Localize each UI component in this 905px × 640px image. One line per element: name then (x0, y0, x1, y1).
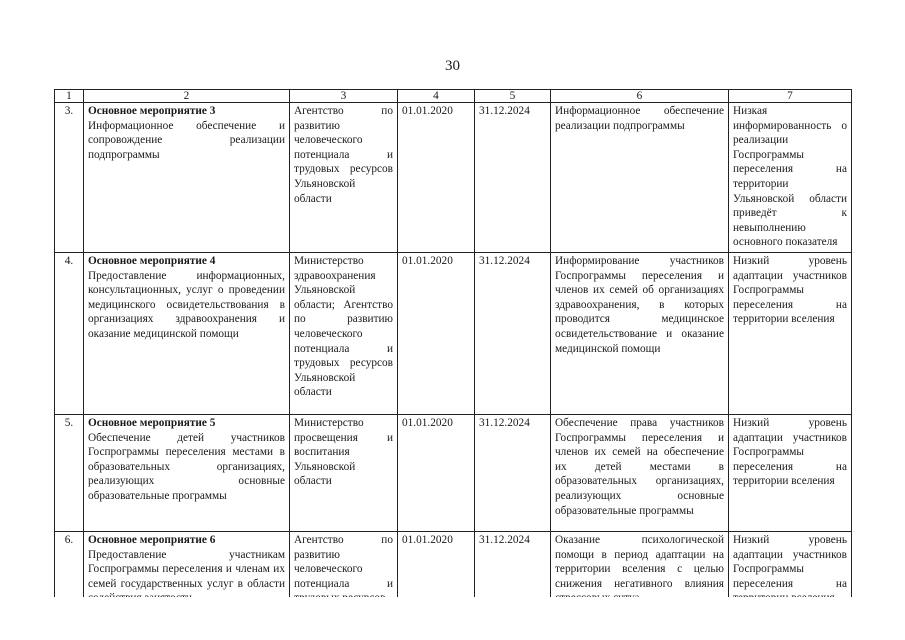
column-header: 2 (84, 90, 290, 103)
activity-cell (84, 414, 290, 531)
column-header: 7 (729, 90, 852, 103)
row-number: 6. (55, 531, 84, 608)
result-cell: Обеспечение права участников Госпрограммы переселения и членов их семей на обеспечение их детей местами в образовательных организациях, реализующих основные образовательные программы (551, 414, 729, 531)
executor-cell: Агентство по развитию человеческого потенциала и (290, 531, 398, 608)
column-header: 1 (55, 90, 84, 103)
activity-title: Основное мероприятие 5 (88, 416, 216, 429)
column-header: 6 (551, 90, 729, 103)
table-row (55, 252, 852, 414)
start-date-cell: 01.01.2020 (398, 414, 475, 531)
table-row (55, 414, 852, 531)
activity-cell (84, 103, 290, 253)
result-cell: Оказание психологической помощи в период адаптации на территории вселения с целью снижения негативного влияния (551, 531, 729, 608)
activity-cell (84, 252, 290, 414)
activity-description: Информационное обеспечение и сопровождение реализации подпрограммы (88, 119, 285, 161)
end-date-cell: 31.12.2024 (475, 103, 551, 253)
result-cell: Информирование участников Госпрограммы переселения и членов их семей об организациях здравоохранения, в которых проводится медицинское освидетельствование и оказание медицинской помощи (551, 252, 729, 414)
activities-table (54, 89, 852, 609)
table-row (55, 103, 852, 253)
column-header: 4 (398, 90, 475, 103)
activity-title: Основное мероприятие 4 (88, 254, 216, 267)
consequence-cell: Низкий уровень адаптации участников Госпрограммы переселения на территории вселения (729, 252, 852, 414)
end-date-cell: 31.12.2024 (475, 414, 551, 531)
activity-title: Основное мероприятие 6 (88, 533, 216, 546)
activity-description: Предоставление информационных, консультационных, услуг о проведении медицинского освидетельствования в организациях здравоохранения и оказание медицинской помощи (88, 269, 285, 340)
start-date-cell: 01.01.2020 (398, 531, 475, 608)
column-header: 3 (290, 90, 398, 103)
page-number: 30 (445, 58, 460, 74)
start-date-cell: 01.01.2020 (398, 103, 475, 253)
activity-title: Основное мероприятие 3 (88, 105, 216, 117)
end-date-cell: 31.12.2024 (475, 531, 551, 608)
result-cell: Информационное обеспечение реализации подпрограммы (551, 103, 729, 253)
table-header-row (55, 90, 852, 103)
start-date-cell: 01.01.2020 (398, 252, 475, 414)
row-number: 4. (55, 252, 84, 414)
end-date-cell: 31.12.2024 (475, 252, 551, 414)
executor-cell: Министерство здравоохранения Ульяновской области; Агентство по развитию человеческого потенциала и трудовых ресурсов Ульяновской области (290, 252, 398, 414)
activity-description: Предоставление участникам Госпрограммы переселения и членам их семей государственных услуг в области (88, 548, 285, 590)
page-bottom-margin (0, 597, 905, 640)
consequence-cell: Низкий уровень адаптации участников Госпрограммы переселения на территории вселения (729, 414, 852, 531)
row-number: 3. (55, 103, 84, 253)
executor-cell: Министерство просвещения и воспитания Ульяновской области (290, 414, 398, 531)
consequence-cell: Низкая информированность о реализации Госпрограммы переселения на территории Ульяновской области приведёт к невыполнению основного показателя (729, 103, 852, 253)
executor-cell: Агентство по развитию человеческого потенциала и трудовых ресурсов Ульяновской области (290, 103, 398, 253)
row-number: 5. (55, 414, 84, 531)
activity-description: Обеспечение детей участников Госпрограммы переселения местами в образовательных организациях, реализующих основные образовательные программы (88, 431, 285, 502)
column-header: 5 (475, 90, 551, 103)
consequence-cell: Низкий уровень адаптации участников Госпрограммы переселения на (729, 531, 852, 608)
